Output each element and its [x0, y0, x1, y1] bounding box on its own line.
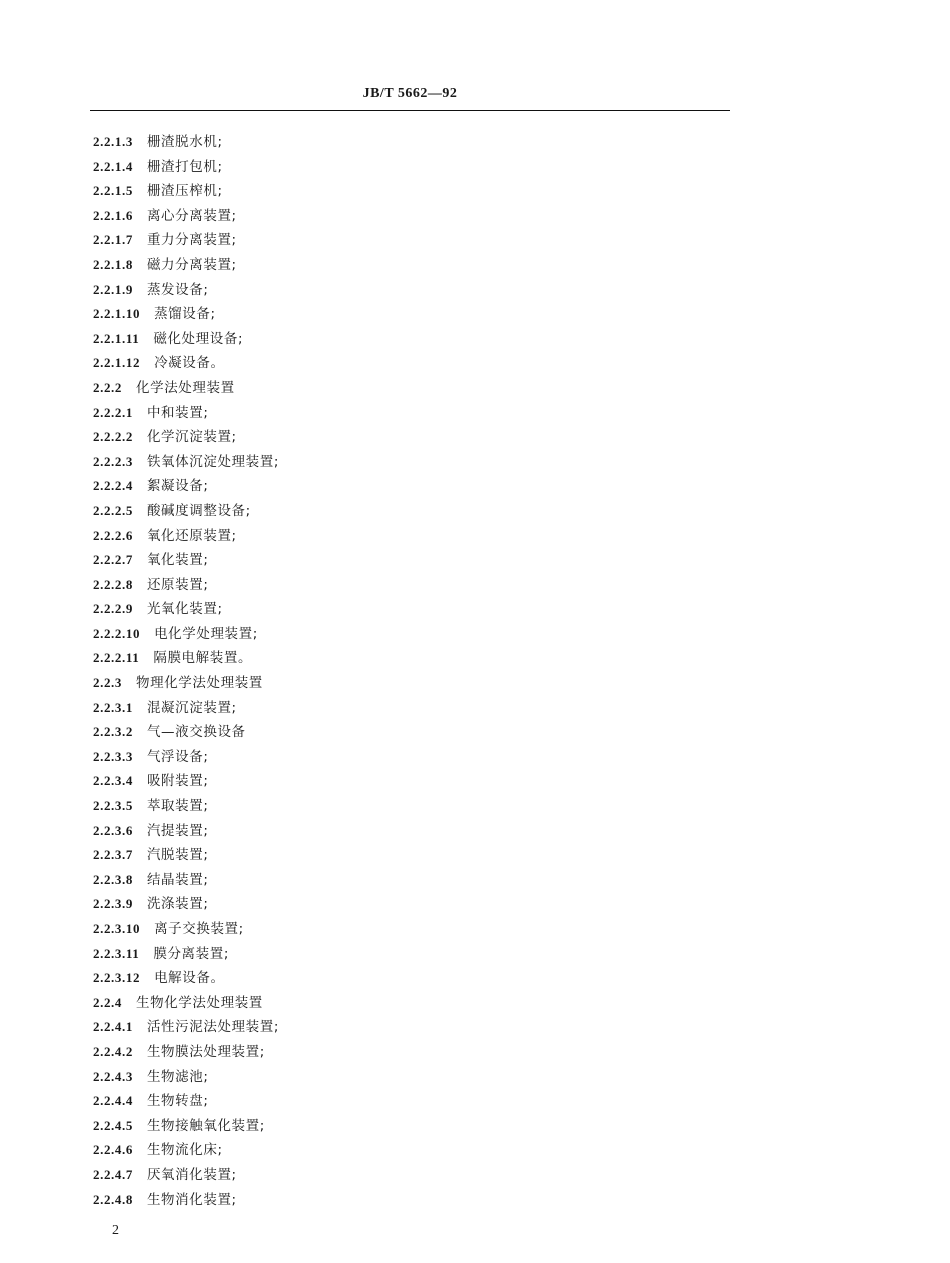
clause-item [93, 1188, 279, 1213]
clause-number: 2.2.1.7 [93, 232, 133, 248]
clause-item [93, 401, 279, 426]
clause-item [93, 819, 279, 844]
clause-item [93, 524, 279, 549]
clause-text: 冷凝设备。 [154, 355, 225, 372]
clause-text: 生物滤池; [146, 1068, 209, 1085]
clause-number: 2.2.2.3 [93, 453, 133, 469]
clause-text: 生物化学法处理装置 [136, 994, 263, 1011]
clause-number: 2.2.3.9 [93, 896, 133, 912]
clause-item [93, 253, 279, 278]
clause-item [93, 130, 279, 155]
clause-number: 2.2.3.2 [93, 724, 133, 740]
clause-item [93, 917, 279, 942]
clause-item [93, 671, 279, 696]
clause-item [93, 1040, 279, 1065]
clause-item [93, 425, 279, 450]
clause-item [93, 794, 279, 819]
clause-text: 生物转盘; [146, 1093, 209, 1110]
clause-text: 活性污泥法处理装置; [146, 1019, 280, 1036]
clause-number: 2.2.1.12 [93, 355, 141, 371]
clause-item [93, 548, 279, 573]
clause-number: 2.2.3.5 [93, 798, 133, 814]
clause-item [93, 1015, 279, 1040]
clause-number: 2.2.3.8 [93, 871, 133, 887]
clause-item [93, 204, 279, 229]
clause-text: 重力分离装置; [146, 232, 237, 249]
clause-number: 2.2.3.7 [93, 847, 133, 863]
clause-number: 2.2.2 [93, 379, 122, 395]
clause-number: 2.2.4.1 [93, 1019, 133, 1035]
clause-text: 酸碱度调整设备; [146, 502, 251, 519]
clause-item [93, 351, 279, 376]
clause-number: 2.2.2.4 [93, 478, 133, 494]
clause-text: 厌氧消化装置; [146, 1166, 237, 1183]
clause-text: 蒸馏设备; [154, 306, 216, 323]
clause-item [93, 499, 279, 524]
clause-text: 生物膜法处理装置; [146, 1043, 265, 1060]
clause-number: 2.2.3.1 [93, 699, 133, 715]
clause-number: 2.2.2.10 [93, 625, 141, 641]
clause-text: 气—液交换设备 [146, 724, 246, 741]
clause-text: 离心分离装置; [146, 207, 237, 224]
clause-number: 2.2.3.11 [93, 945, 140, 961]
clause-text: 电化学处理装置; [154, 625, 258, 642]
clause-item [93, 1065, 279, 1090]
clause-text: 铁氧体沉淀处理装置; [146, 453, 280, 470]
clause-number: 2.2.4 [93, 994, 122, 1010]
clause-text: 洗涤装置; [146, 896, 209, 913]
clause-number: 2.2.2.6 [93, 527, 133, 543]
clause-item [93, 942, 279, 967]
clause-text: 氧化还原装置; [146, 527, 237, 544]
clause-number: 2.2.3.3 [93, 748, 133, 764]
clause-item [93, 155, 279, 180]
clause-number: 2.2.4.4 [93, 1093, 133, 1109]
clause-number: 2.2.1.4 [93, 158, 133, 174]
clause-item [93, 892, 279, 917]
page-number: 2 [112, 1223, 119, 1238]
clause-text: 栅渣打包机; [146, 158, 223, 175]
clause-text: 中和装置; [146, 404, 209, 421]
clause-item [93, 1114, 279, 1139]
clause-text: 絮凝设备; [146, 478, 209, 495]
clause-text: 化学法处理装置 [136, 379, 235, 396]
clause-item [93, 573, 279, 598]
clause-text: 离子交换装置; [154, 921, 244, 937]
clause-number: 2.2.2.7 [93, 552, 133, 568]
clause-item [93, 474, 279, 499]
clause-item [93, 843, 279, 868]
header-divider [90, 110, 730, 111]
clause-text: 电解设备。 [154, 970, 225, 987]
clause-text: 栅渣脱水机; [146, 134, 223, 150]
clause-number: 2.2.3.10 [93, 921, 141, 936]
clause-text: 混凝沉淀装置; [146, 699, 237, 716]
clause-number: 2.2.1.8 [93, 256, 133, 272]
clause-text: 吸附装置; [146, 773, 209, 790]
clause-text: 萃取装置; [146, 798, 209, 815]
page-header-standard-code: JB/T 5662—92 [362, 86, 458, 101]
clause-number: 2.2.1.5 [93, 183, 133, 199]
clause-item [93, 991, 279, 1016]
clause-item [93, 278, 279, 303]
clause-number: 2.2.3.6 [93, 822, 133, 838]
clause-number: 2.2.1.3 [93, 134, 133, 149]
clause-number: 2.2.2.9 [93, 601, 133, 617]
clause-number: 2.2.4.5 [93, 1117, 133, 1133]
clause-number: 2.2.3.12 [93, 970, 141, 986]
clause-text: 化学沉淀装置; [146, 429, 237, 446]
clause-text: 磁化处理设备; [153, 330, 244, 347]
clause-text: 生物流化床; [146, 1142, 223, 1159]
clause-number: 2.2.4.7 [93, 1166, 133, 1182]
clause-number: 2.2.4.3 [93, 1068, 133, 1084]
clause-item [93, 720, 279, 745]
clause-item [93, 1138, 279, 1163]
clause-number: 2.2.2.1 [93, 404, 133, 420]
clause-text: 生物消化装置; [146, 1191, 237, 1208]
clause-text: 磁力分离装置; [146, 256, 237, 273]
clause-item [93, 376, 279, 401]
clause-text: 栅渣压榨机; [146, 183, 223, 200]
clause-item [93, 450, 279, 475]
clause-text: 气浮设备; [146, 748, 209, 765]
clause-item [93, 646, 279, 671]
clause-text: 汽提装置; [146, 822, 209, 839]
clause-number: 2.2.1.10 [93, 306, 141, 322]
clause-item [93, 769, 279, 794]
clause-item [93, 696, 279, 721]
clause-number: 2.2.2.5 [93, 502, 133, 518]
clause-text: 隔膜电解装置。 [153, 650, 253, 667]
clause-item [93, 1089, 279, 1114]
clause-item [93, 966, 279, 991]
clause-item [93, 745, 279, 770]
clause-text: 氧化装置; [146, 552, 209, 569]
clause-text: 蒸发设备; [146, 281, 209, 298]
clause-text: 膜分离装置; [153, 945, 229, 962]
clause-text: 汽脱装置; [146, 847, 209, 864]
clause-number: 2.2.3 [93, 675, 122, 691]
clause-text: 还原装置; [146, 576, 209, 593]
clause-item [93, 597, 279, 622]
clause-number: 2.2.2.8 [93, 576, 133, 592]
clause-item [93, 228, 279, 253]
clause-number: 2.2.4.2 [93, 1043, 133, 1059]
clause-number: 2.2.2.2 [93, 429, 133, 445]
clause-item [93, 327, 279, 352]
clause-number: 2.2.1.6 [93, 207, 133, 223]
clause-number: 2.2.2.11 [93, 650, 140, 666]
clause-number: 2.2.3.4 [93, 773, 133, 789]
clause-text: 物理化学法处理装置 [136, 675, 263, 692]
clause-item [93, 179, 279, 204]
clause-text: 光氧化装置; [146, 601, 223, 618]
clause-text: 结晶装置; [146, 871, 209, 888]
clause-item [93, 1163, 279, 1188]
clause-number: 2.2.4.6 [93, 1142, 133, 1158]
clause-item [93, 302, 279, 327]
clause-number: 2.2.1.9 [93, 281, 133, 297]
clause-text: 生物接触氧化装置; [146, 1117, 265, 1134]
clause-number: 2.2.4.8 [93, 1191, 133, 1207]
clause-list [93, 130, 279, 1212]
clause-number: 2.2.1.11 [93, 330, 140, 346]
clause-item [93, 622, 279, 647]
clause-item [93, 868, 279, 893]
